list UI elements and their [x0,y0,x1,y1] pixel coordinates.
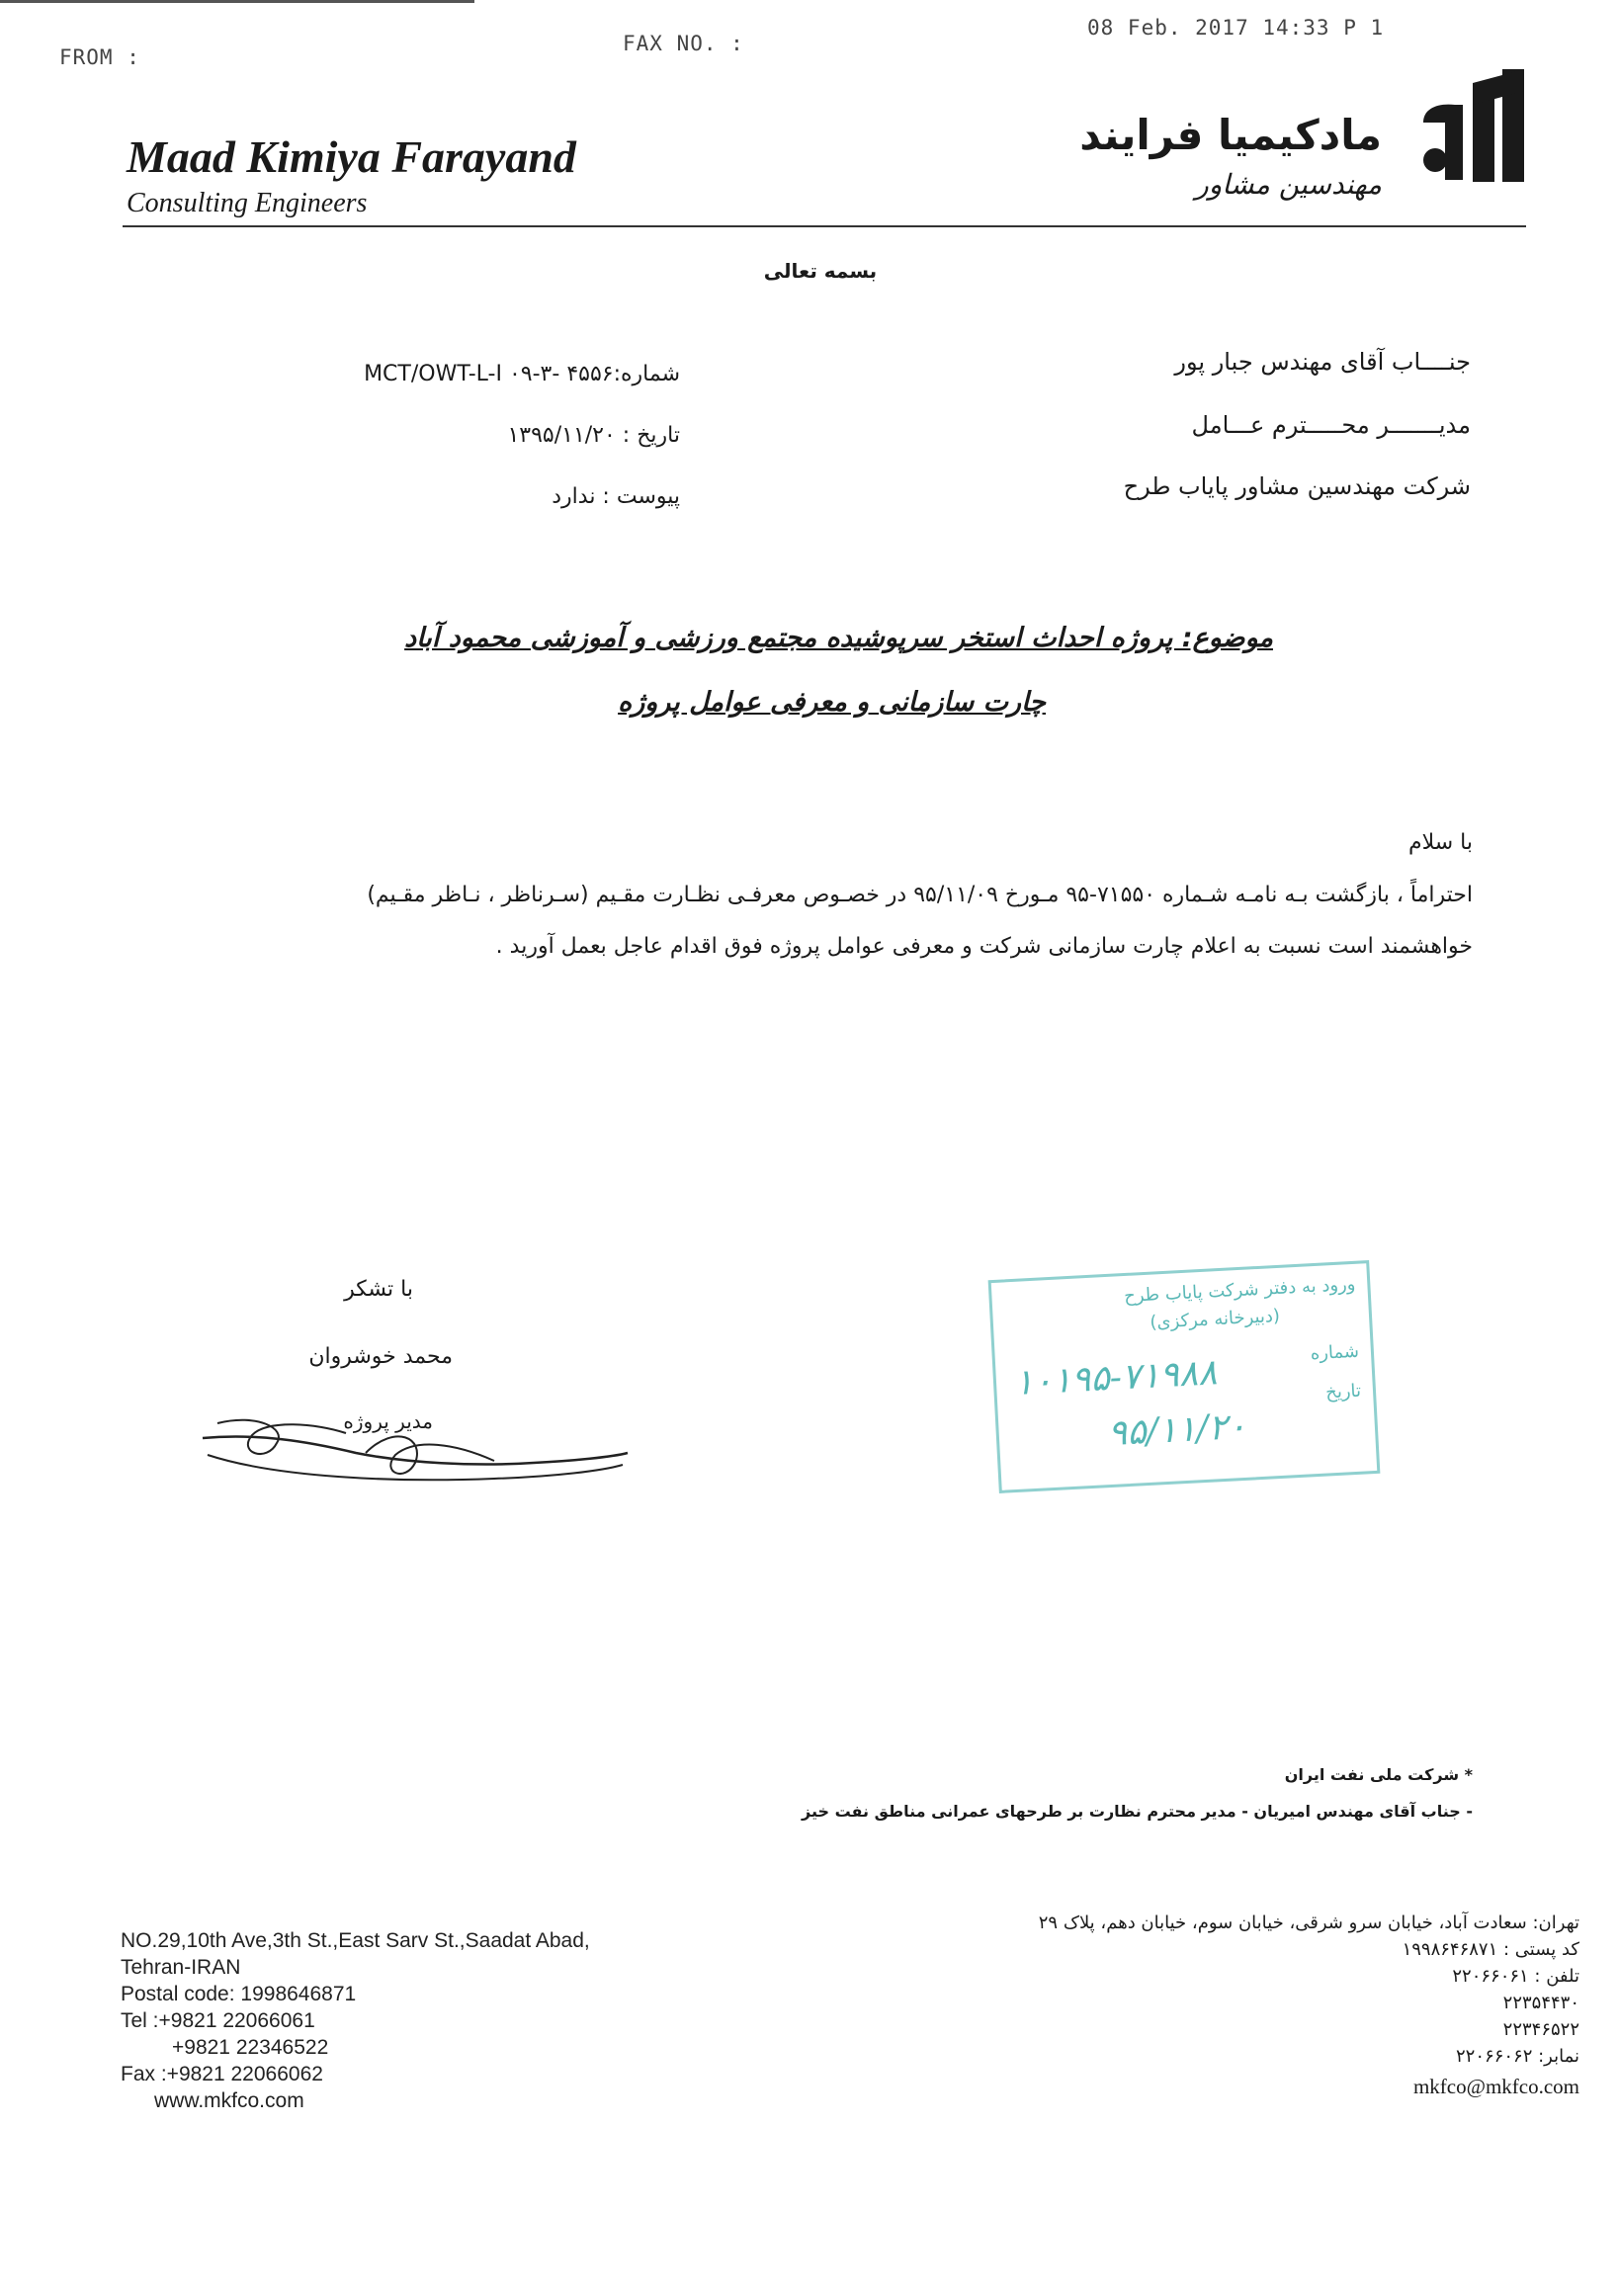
fax-top-rule [0,0,474,3]
company-subtitle-en: Consulting Engineers [127,188,368,218]
footer-tel1-en: Tel :+9821 22066061 [121,2009,315,2032]
subject-subline: چارت سازمانی و معرفی عوامل پروژه [618,687,1046,718]
letterhead-rule [123,225,1526,227]
cc-line-2: - جناب آقای مهندس امیریان - مدیر محترم نظارت بر طرحهای عمرانی مناطق نفت خیز [801,1802,1473,1821]
footer-en [121,1927,590,2114]
letter-number: شماره:۴۵۵۶ -MCT/OWT-L-I ۰۹-۳ [364,362,680,386]
footer-fax-en: Fax :+9821 22066062 [121,2063,323,2085]
company-logo-icon [1413,61,1530,188]
cc-line-1: * شرکت ملی نفت ایران [1284,1765,1473,1784]
stamp-number-label: شماره [1310,1340,1360,1365]
footer-tel3-fa: ۲۲۳۴۶۵۲۲ [1502,2019,1579,2040]
footer-postal-en: Postal code: 1998646871 [121,1983,357,2005]
stamp-header: ورود به دفتر شرکت پایاب طرح [1123,1273,1356,1308]
letter-date: تاریخ : ۱۳۹۵/۱۱/۲۰ [507,423,680,448]
body-paragraph-line-2: خواهشمند است نسبت به اعلام چارت سازمانی شرکت و معرفی عوامل پروژه فوق اقدام عاجل بعمل آورید . [495,934,1473,959]
footer-city-en: Tehran-IRAN [121,1956,241,1979]
footer-postal-fa: کد پستی : ۱۹۹۸۶۴۶۸۷۱ [1402,1939,1579,1960]
closing-text: با تشکر [344,1277,413,1302]
signer-title: مدیر پروژه [343,1409,433,1433]
stamp-subheader: (دبیرخانه مرکزی) [1149,1305,1281,1333]
received-stamp [988,1260,1381,1493]
footer-address-fa: تهران: سعادت آباد، خیابان سرو شرقی، خیابان سوم، خیابان دهم، پلاک ۲۹ [1038,1913,1579,1933]
footer-tel1-fa: تلفن : ۲۲۰۶۶۰۶۱ [1452,1966,1579,1987]
subject-line: موضوع: پروژه احداث استخر سرپوشیده مجتمع ورزشی و آموزشی محمود آباد [404,623,1273,653]
footer-tel2-en: +9821 22346522 [172,2036,329,2059]
footer-fa [1039,1910,1579,2100]
invocation: بسمه تعالی [763,259,878,283]
letter-attachment: پیوست : ندارد [552,484,680,509]
stamp-date-value: ۹۵/۱۱/۲۰ [1106,1405,1248,1455]
body-paragraph-line-1: احتراماً ، بازگشت بـه نامـه شـماره ۷۱۵۵۰-۹۵ مـورخ ۹۵/۱۱/۰۹ در خصـوص معرفـی نظـارت مقـیم (سـرناظر ، نـاظر مقـیم) [367,883,1473,907]
signer-name: محمد خوشروان [308,1344,453,1369]
recipient-title: مدیـــــــر محـــــترم عـــامل [1191,411,1471,439]
recipient-company: شرکت مهندسین مشاور پایاب طرح [1123,472,1471,500]
company-subtitle-fa: مهندسین مشاور [1195,168,1382,201]
handwritten-signature [198,1384,633,1502]
recipient-name: جنــــاب آقای مهندس جبار پور [1174,348,1471,376]
footer-web-en: www.mkfco.com [154,2089,304,2112]
stamp-number-value: ۱۰۱۹۵-۷۱۹۸۸ [1013,1352,1219,1403]
fax-from-label: FROM : [59,45,140,69]
greeting: با سلام [1407,830,1473,855]
footer-fax-fa: نمابر: ۲۲۰۶۶۰۶۲ [1456,2046,1579,2067]
stamp-date-label: تاریخ [1324,1380,1362,1403]
fax-number-label: FAX NO. : [623,32,744,55]
footer-email: mkfco@mkfco.com [1412,2075,1579,2098]
company-name-fa: مادکیمیا فرایند [1079,111,1382,159]
fax-timestamp: 08 Feb. 2017 14:33 P 1 [1087,16,1385,40]
company-name-en: Maad Kimiya Farayand [127,131,576,182]
footer-address-en: NO.29,10th Ave,3th St.,East Sarv St.,Saadat Abad, [121,1929,590,1952]
footer-tel2-fa: ۲۲۳۵۴۴۳۰ [1502,1993,1579,2013]
